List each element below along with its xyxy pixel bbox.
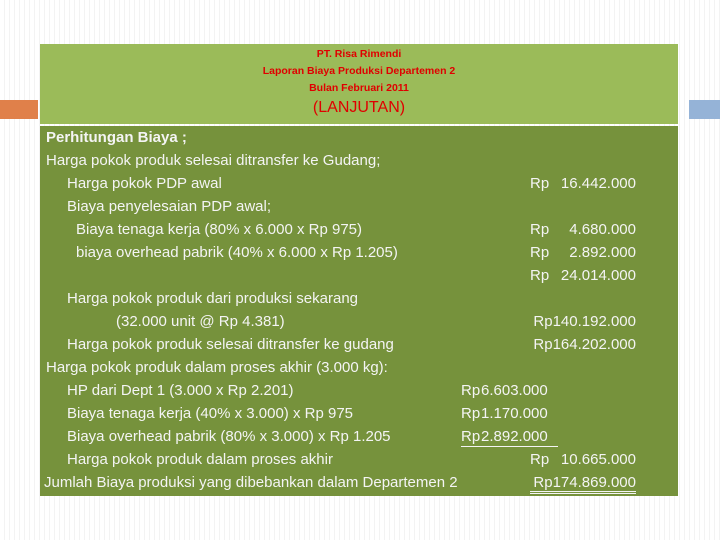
currency: Rp xyxy=(530,175,550,192)
table-row xyxy=(40,333,678,356)
row-label: Biaya overhead pabrik (80% x 3.000) x Rp 1.205 xyxy=(67,428,391,445)
table-row xyxy=(40,425,678,448)
company-name: PT. Risa Rimendi xyxy=(316,48,402,60)
table-row xyxy=(40,448,678,471)
section-heading xyxy=(40,356,678,379)
row-value: Rp164.202.000 xyxy=(533,336,636,353)
report-period: Bulan Februari 2011 xyxy=(309,82,409,94)
row-label: HP dari Dept 1 (3.000 x Rp 2.201) xyxy=(67,382,294,399)
row-value: 16.442.000 xyxy=(560,175,636,192)
row-label: Perhitungan Biaya ; xyxy=(46,129,187,146)
table-row xyxy=(40,172,678,195)
row-value: 6.603.000 xyxy=(481,382,548,399)
row-label: Harga pokok produk dari produksi sekarang xyxy=(67,290,358,307)
section-heading xyxy=(40,149,678,172)
row-value: 4.680.000 xyxy=(569,221,636,238)
continued-label: (LANJUTAN) xyxy=(312,99,406,116)
table-row xyxy=(40,402,678,425)
table-row xyxy=(40,287,678,310)
row-label: Biaya tenaga kerja (80% x 6.000 x Rp 975) xyxy=(76,221,363,238)
row-label: Biaya penyelesaian PDP awal; xyxy=(67,198,272,215)
row-value: 2.892.000 xyxy=(481,428,548,445)
row-value: Rp140.192.000 xyxy=(533,313,636,330)
row-label: Harga pokok produk selesai ditransfer ke gudang xyxy=(67,336,394,353)
row-label: Harga pokok produk dalam proses akhir xyxy=(67,451,333,468)
report-title: Laporan Biaya Produksi Departemen 2 xyxy=(262,65,456,77)
table-row xyxy=(40,379,678,402)
currency: Rp xyxy=(461,382,481,399)
report-header xyxy=(40,44,678,124)
row-label: (32.000 unit @ Rp 4.381) xyxy=(116,313,285,330)
currency: Rp xyxy=(530,221,550,238)
row-label: Biaya tenaga kerja (40% x 3.000) x Rp 975 xyxy=(67,405,354,422)
row-label: Harga pokok produk selesai ditransfer ke Gudang; xyxy=(46,152,381,169)
currency: Rp xyxy=(530,244,550,261)
table-row xyxy=(40,310,678,333)
row-label: Harga pokok produk dalam proses akhir (3.000 kg): xyxy=(46,359,388,376)
total-row xyxy=(40,471,678,494)
row-label: Jumlah Biaya produksi yang dibebankan dalam Departemen 2 xyxy=(44,474,458,491)
table-row xyxy=(40,195,678,218)
section-heading xyxy=(40,126,678,149)
accent-bar-left xyxy=(0,100,38,119)
row-value: 1.170.000 xyxy=(481,405,548,422)
table-row xyxy=(40,218,678,241)
row-value: 2.892.000 xyxy=(569,244,636,261)
row-label: Harga pokok PDP awal xyxy=(67,175,222,192)
row-value: 24.014.000 xyxy=(560,267,636,284)
subtotal-row xyxy=(40,264,678,287)
currency: Rp xyxy=(530,451,550,468)
cost-calculation-table xyxy=(40,126,678,496)
row-value: Rp174.869.000 xyxy=(533,474,636,491)
currency: Rp xyxy=(530,267,550,284)
currency: Rp xyxy=(461,428,481,445)
accent-bar-right xyxy=(689,100,720,119)
row-value: 10.665.000 xyxy=(560,451,636,468)
currency: Rp xyxy=(461,405,481,422)
row-label: biaya overhead pabrik (40% x 6.000 x Rp 1.205) xyxy=(76,244,398,261)
table-row xyxy=(40,241,678,264)
